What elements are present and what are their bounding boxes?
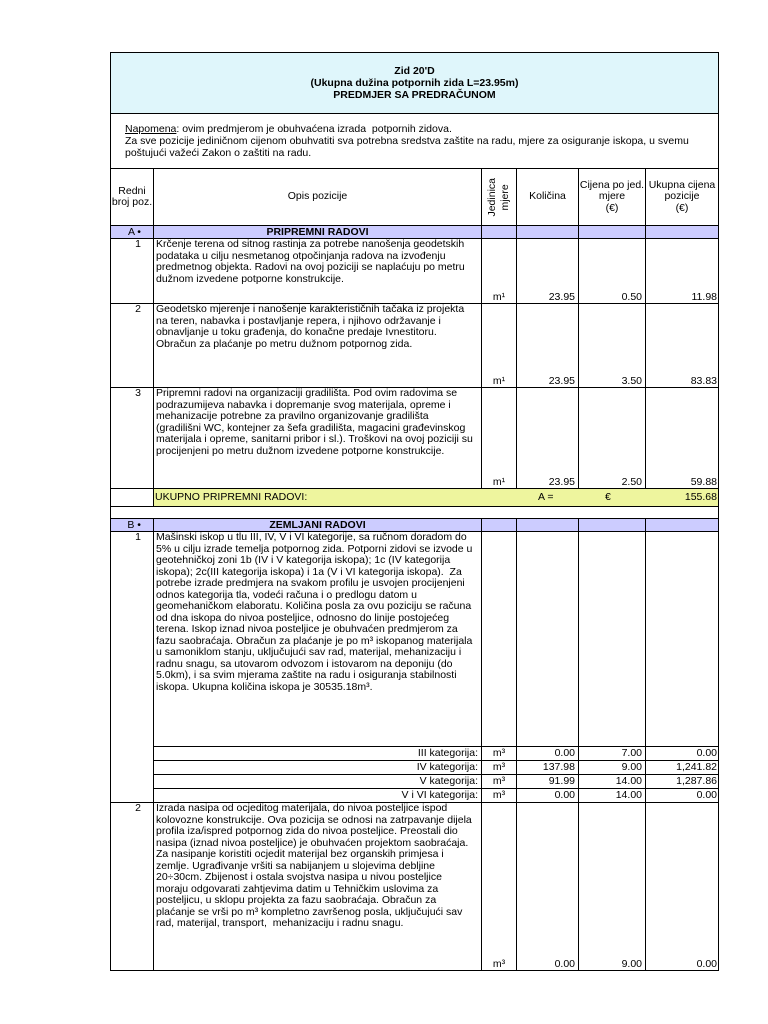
item-a1-quantity: 23.95 (516, 238, 579, 304)
header-total-price: Ukupna cijena pozicije (€) (645, 168, 719, 226)
item-b1-category-label: III kategorija: (153, 746, 482, 761)
item-b1-category-unit: m³ (481, 774, 517, 789)
section-b-cell (516, 518, 579, 532)
item-a2-description: Geodetsko mjerenje i nanošenje karakterističnih tačaka iz projekta na teren, nabavka i postavljanje repera, i njihovo održavanje i obnavljanje u toku građenja, do konačne predaje Ivnestitoru. Obračun za plaćanje po metru dužnom potpornog zida. (153, 303, 482, 388)
section-b-title: ZEMLJANI RADOVI (153, 518, 482, 532)
item-b1-description: Mašinski iskop u tlu III, IV, V i VI kategorije, sa ručnom doradom do 5% u cilju izrade temelja potpornog zida. Potporni zidovi se izvode u geotehničkoj zoni 1b (IV i V kategorija iskopa); 1c (IV kategorija iskopa); 2c(III kategorija iskopa) i 1a (V i VI kategorija iskopa). Za potrebe izrade predmjera na svakom profilu je usvojen procijenjeni odnos kategorija tla, vodeći računa i o predlogu datom u geomehaničkom elaboratu. Količina posla za ovu poziciju se računa od dna iskopa do nivoa posteljice, odnosno do linije postojećeg terena. Iskop iznad nivoa posteljice je obuhvaćen predmjerom za fazu saobraćaja. Obračun za plaćanje je po m³ iskopanog materijala u samoniklom stanju, uključujući sav rad, materijal, mehanizaciju i radnu snagu, sa utovarom odvozom i istovarom na deponiju (do 5.0km), i sa svim mjerama zaštite na radu i osiguranja stabilnosti iskopa. Ukupna količina iskopa je 30535.18m³. (153, 531, 482, 747)
item-b1-category-unit-price: 9.00 (578, 760, 646, 775)
item-a2-unit: m¹ (481, 303, 517, 388)
header-description: Opis pozicije (153, 168, 482, 226)
section-a-total-row (153, 488, 719, 507)
item-b1-empty-cell (645, 531, 719, 747)
item-b2-description: Izrada nasipa od ocjeditog materijala, do nivoa posteljice ispod kolovozne konstrukcije. Ova pozicija se odnosi na zatrpavanje dijela profila iza/ispred potpornog zida do nivoa posteljice. Preostali dio nasipa (iznad nivoa posteljice) je obuhvaćen projektom saobraćaja. Za nasipanje koristiti ocjedit materijal bez organskih primjesa i zemlje. Ugrađivanje vršiti sa nabijanjem u slojevima debljine 20÷30cm. Zbijenost i ostala svojstva nasipa u nivou posteljice moraju odgovarati zahtjevima datim u Tehničkim uslovima za posteljicu, u sklopu projekta za fazu saobraćaja. Obračun za plaćanje se vrši po m³ kompletno završenog posla, uključujući sav rad, materijal, transport, mehanizaciju i radnu snagu. (153, 802, 482, 971)
item-a2-number: 2 (110, 303, 154, 388)
item-a3-description: Pripremni radovi na organizaciji gradilišta. Pod ovim radovima se podrazumijeva nabavka i dopremanje svog materijala, opreme i mehanizacije potrebne za pravilno organizovanje gradilišta (gradilišni WC, kontejner za šefa gradilišta, magacini građevinskog materijala i opreme, sanitarni pribor i sl.). Troškovi na ovoj poziciji su procijenjeni po metru dužnom izvedene potporne konstrukcije. (153, 387, 482, 489)
item-b1-category-unit-price: 7.00 (578, 746, 646, 761)
note-block (110, 113, 719, 169)
structure-name: Zid 20'D (394, 65, 435, 77)
item-a3-unit-price: 2.50 (578, 387, 646, 489)
item-a1-unit-price: 0.50 (578, 238, 646, 304)
item-b1-category-total: 0.00 (645, 788, 719, 803)
section-a-code: A • (110, 225, 154, 239)
retaining-wall-length: (Ukupna dužina potpornih zida L=23.95m) (310, 77, 519, 89)
header-unit-cell (481, 168, 517, 226)
section-a-total-value: 155.68 (684, 491, 717, 503)
section-b-code: B • (110, 518, 154, 532)
section-a-cell (645, 225, 719, 239)
item-b1-category-quantity: 0.00 (516, 746, 579, 761)
item-b1-empty-cell (578, 531, 646, 747)
item-a3-total: 59.88 (645, 387, 719, 489)
item-b1-category-label: V kategorija: (153, 774, 482, 789)
section-a-total-symbol: A = (538, 491, 554, 503)
item-b1-category-unit-price: 14.00 (578, 788, 646, 803)
document-title: PREDMJER SA PREDRAČUNOM (333, 89, 496, 101)
item-b1-category-total: 1,241.82 (645, 760, 719, 775)
item-b1-empty-cell (516, 531, 579, 747)
section-a-cell (578, 225, 646, 239)
section-a-cell (481, 225, 517, 239)
item-b2-unit-price: 9.00 (578, 802, 646, 971)
section-a-total-currency: € (605, 491, 611, 503)
item-a1-number: 1 (110, 238, 154, 304)
item-a2-quantity: 23.95 (516, 303, 579, 388)
note-body: Za sve pozicije jediničnom cijenom obuhvatiti sva potrebna sredstva zaštite na radu, mjere za osiguranje iskopa, u svemu poštujući važeći Zakon o zaštiti na radu. (125, 135, 689, 159)
section-a-total-blank-cell (110, 488, 154, 507)
item-b2-unit: m³ (481, 802, 517, 971)
item-a1-unit: m¹ (481, 238, 517, 304)
section-b-cell (645, 518, 719, 532)
item-a3-unit: m¹ (481, 387, 517, 489)
item-a1-total: 11.98 (645, 238, 719, 304)
header-unit: Jedinica mjere (486, 177, 511, 217)
item-a3-quantity: 23.95 (516, 387, 579, 489)
item-b1-category-unit: m³ (481, 760, 517, 775)
item-b1-category-label: IV kategorija: (153, 760, 482, 775)
item-b1-category-quantity: 91.99 (516, 774, 579, 789)
item-b1-category-total: 1,287.86 (645, 774, 719, 789)
header-quantity: Količina (516, 168, 579, 226)
note-label: Napomena (125, 123, 177, 135)
header-position-number: Redni broj poz. (110, 168, 154, 226)
item-b2-total: 0.00 (645, 802, 719, 971)
item-b1-category-unit: m³ (481, 746, 517, 761)
item-b1-category-quantity: 137.98 (516, 760, 579, 775)
item-b1-category-unit-price: 14.00 (578, 774, 646, 789)
section-a-total-label: UKUPNO PRIPREMNI RADOVI: (155, 491, 308, 503)
item-b1-number: 1 (110, 531, 154, 803)
item-b1-category-label: V i VI kategorija: (153, 788, 482, 803)
note-first-line (125, 123, 718, 135)
section-b-cell (578, 518, 646, 532)
item-b1-category-quantity: 0.00 (516, 788, 579, 803)
item-b2-quantity: 0.00 (516, 802, 579, 971)
note-first-line-text: : ovim predmjerom je obuhvaćena izrada potpornih zidova. (176, 123, 452, 135)
item-a1-description: Krčenje terena od sitnog rastinja za potrebe nanošenja geodetskih podataka u cilju nesmetanog otpočinjanja radova na izvođenju predmetnog objekta. Radovi na ovoj poziciji se naplaćuju po metru dužnom izvedene potporne konstrukcije. (153, 238, 482, 304)
header-unit-price: Cijena po jed. mjere (€) (578, 168, 646, 226)
section-a-cell (516, 225, 579, 239)
item-a2-unit-price: 3.50 (578, 303, 646, 388)
item-b2-number: 2 (110, 802, 154, 971)
section-a-title: PRIPREMNI RADOVI (153, 225, 482, 239)
document-header-block (110, 52, 719, 114)
item-b1-empty-cell (481, 531, 517, 747)
item-b1-category-unit: m³ (481, 788, 517, 803)
item-a2-total: 83.83 (645, 303, 719, 388)
item-b1-category-total: 0.00 (645, 746, 719, 761)
section-b-cell (481, 518, 517, 532)
item-a3-number: 3 (110, 387, 154, 489)
